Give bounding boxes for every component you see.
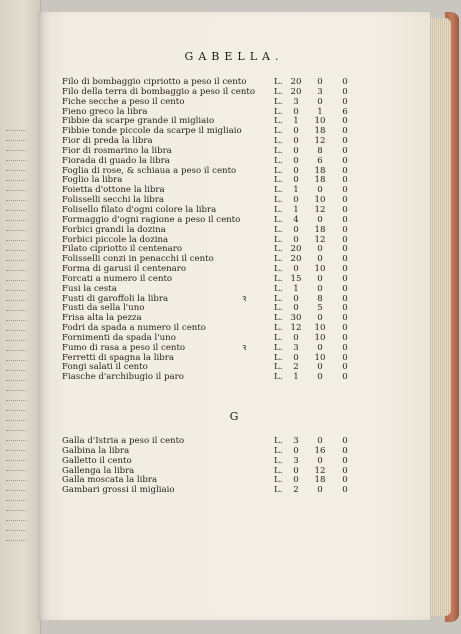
currency-mark: L. (274, 264, 283, 275)
currency-mark: L. (274, 313, 283, 324)
value-soldi: 18 (314, 224, 326, 235)
item-name: Foietta d'ottone la libra (62, 185, 165, 196)
value-denari: 0 (342, 372, 348, 383)
currency-mark: L. (274, 485, 283, 496)
item-name: Forbici grandi la dozina (62, 224, 166, 235)
value-lire: 3 (293, 436, 299, 446)
item-name: Fusi la cesta (62, 283, 117, 294)
facing-page-mark (6, 350, 26, 354)
item-name: Galla d'Istria a peso il cento (62, 436, 185, 446)
facing-page-mark (6, 500, 26, 504)
currency-mark: L. (274, 116, 283, 127)
value-lire: 1 (293, 185, 299, 196)
facing-page-mark (6, 160, 26, 164)
value-soldi: 3 (317, 86, 323, 97)
item-name: Fior di rosmarino la libra (62, 145, 172, 156)
item-name: Fiche secche a peso il cento (62, 96, 185, 107)
facing-page-mark (6, 210, 26, 214)
value-denari: 0 (342, 86, 348, 97)
value-lire: 12 (290, 323, 302, 334)
value-denari: 0 (342, 204, 348, 215)
section-letter: G (229, 410, 239, 423)
value-soldi: 6 (317, 155, 323, 166)
facing-page-mark (6, 470, 26, 474)
currency-mark: L. (274, 175, 283, 186)
tariff-row (62, 486, 422, 496)
value-soldi: 10 (314, 352, 326, 363)
item-name: Fusti da sella l'uno (62, 303, 145, 314)
item-name: Forcati a numero il cento (62, 273, 173, 284)
value-soldi: 10 (314, 116, 326, 127)
value-lire: 0 (293, 165, 299, 176)
page-header: GABELLA. (184, 50, 284, 63)
item-name: Ferretti di spagna la libra (62, 352, 175, 363)
value-lire: 1 (293, 283, 299, 294)
currency-mark: L. (274, 185, 283, 196)
item-name: Filato cipriotto il centenaro (62, 244, 182, 255)
value-soldi: 0 (317, 455, 323, 466)
facing-page-mark (6, 320, 26, 324)
item-name: Galbina la libra (62, 445, 130, 456)
value-denari: 0 (342, 264, 348, 275)
item-name: Fornimenti da spada l'uno (62, 332, 176, 343)
facing-page-mark (6, 180, 26, 184)
value-soldi: 5 (317, 303, 323, 314)
value-lire: 0 (293, 475, 299, 486)
currency-mark: L. (274, 214, 283, 225)
value-denari: 0 (342, 313, 348, 324)
value-lire: 20 (290, 254, 302, 265)
value-denari: 0 (342, 293, 348, 304)
value-denari: 0 (342, 185, 348, 196)
value-denari: 0 (342, 155, 348, 166)
facing-page-mark (6, 240, 26, 244)
value-soldi: 12 (314, 465, 326, 476)
value-denari: 0 (342, 136, 348, 147)
currency-mark: L. (274, 165, 283, 176)
value-lire: 3 (293, 342, 299, 353)
item-name: Formaggio d'ogni ragione a peso il cento (62, 214, 241, 225)
value-lire: 1 (293, 372, 299, 383)
value-soldi: 0 (317, 283, 323, 294)
facing-page-mark (6, 360, 26, 364)
facing-page-mark (6, 340, 26, 344)
value-denari: 0 (342, 362, 348, 373)
currency-mark: L. (274, 224, 283, 235)
value-denari: 0 (342, 436, 348, 446)
item-name: Gallenga la libra (62, 465, 135, 476)
value-soldi: 0 (317, 273, 323, 284)
currency-mark: L. (274, 86, 283, 97)
value-soldi: 18 (314, 126, 326, 137)
value-lire: 0 (293, 293, 299, 304)
item-name: Fior di preda la libra (62, 136, 153, 147)
item-name: Filo di bombaggio cipriotto a peso il cento (62, 77, 247, 87)
facing-page-mark (6, 380, 26, 384)
facing-page-mark (6, 260, 26, 264)
facing-page-mark (6, 200, 26, 204)
item-name: Filo della terra di bombaggio a peso il cento (62, 86, 256, 97)
item-name: Fiasche d'archibugio il paro (62, 372, 184, 383)
value-soldi: 0 (317, 485, 323, 496)
value-lire: 0 (293, 136, 299, 147)
item-name: Galletto il cento (62, 455, 132, 466)
facing-page-mark (6, 130, 26, 134)
facing-page-mark (6, 270, 26, 274)
value-soldi: 18 (314, 165, 326, 176)
currency-mark: L. (274, 283, 283, 294)
currency-mark: L. (274, 77, 283, 87)
value-denari: 0 (342, 165, 348, 176)
currency-mark: L. (274, 455, 283, 466)
value-lire: 1 (293, 116, 299, 127)
facing-page-mark (6, 150, 26, 154)
facing-page-mark (6, 440, 26, 444)
value-denari: 0 (342, 445, 348, 456)
tariff-list-f (62, 78, 422, 383)
item-name: Fumo di rasa a peso il cento (62, 342, 186, 353)
value-lire: 0 (293, 445, 299, 456)
value-lire: 0 (293, 303, 299, 314)
value-denari: 0 (342, 195, 348, 206)
book-page (38, 12, 430, 620)
value-soldi: 10 (314, 323, 326, 334)
currency-mark: L. (274, 96, 283, 107)
value-soldi: 12 (314, 204, 326, 215)
value-soldi: 10 (314, 332, 326, 343)
facing-page-mark (6, 330, 26, 334)
value-lire: 0 (293, 234, 299, 245)
value-lire: 0 (293, 332, 299, 343)
facing-page-mark (6, 250, 26, 254)
currency-mark: L. (274, 145, 283, 156)
facing-page-mark (6, 490, 26, 494)
value-lire: 4 (293, 214, 299, 225)
currency-mark: L. (274, 342, 283, 353)
currency-mark: L. (274, 234, 283, 245)
value-soldi: 0 (317, 372, 323, 383)
value-denari: 0 (342, 116, 348, 127)
value-soldi: 18 (314, 175, 326, 186)
value-lire: 0 (293, 106, 299, 117)
currency-mark: L. (274, 155, 283, 166)
facing-page-mark (6, 290, 26, 294)
value-denari: 0 (342, 77, 348, 87)
currency-mark: L. (274, 352, 283, 363)
value-soldi: 10 (314, 264, 326, 275)
item-name: Fiorada di guado la libra (62, 155, 170, 166)
value-soldi: 0 (317, 313, 323, 324)
value-denari: 0 (342, 323, 348, 334)
value-lire: 3 (293, 455, 299, 466)
value-soldi: 0 (317, 342, 323, 353)
currency-mark: L. (274, 254, 283, 265)
value-denari: 0 (342, 214, 348, 225)
currency-mark: L. (274, 244, 283, 255)
value-soldi: 8 (317, 293, 323, 304)
value-denari: 0 (342, 224, 348, 235)
facing-page-mark (6, 400, 26, 404)
value-lire: 0 (293, 224, 299, 235)
value-denari: 0 (342, 273, 348, 284)
item-name: Galla moscata la libra (62, 475, 158, 486)
item-name: Fodri da spada a numero il cento (62, 323, 206, 334)
currency-mark: L. (274, 362, 283, 373)
value-denari: 0 (342, 303, 348, 314)
value-soldi: 0 (317, 244, 323, 255)
currency-mark: L. (274, 136, 283, 147)
facing-page-mark (6, 430, 26, 434)
value-denari: 0 (342, 352, 348, 363)
facing-page-mark (6, 190, 26, 194)
value-lire: 15 (290, 273, 302, 284)
facing-page-mark (6, 220, 26, 224)
item-name: Fibbie da scarpe grande il migliaio (62, 116, 215, 127)
facing-page-mark (6, 460, 26, 464)
value-lire: 0 (293, 195, 299, 206)
value-lire: 1 (293, 204, 299, 215)
value-soldi: 12 (314, 136, 326, 147)
facing-page-mark (6, 520, 26, 524)
value-soldi: 18 (314, 475, 326, 486)
item-name: Gambari grossi il migliaio (62, 485, 175, 496)
item-name: Foglio la libra (62, 175, 123, 186)
currency-mark: L. (274, 195, 283, 206)
value-lire: 0 (293, 145, 299, 156)
facing-page-mark (6, 510, 26, 514)
facing-page-mark (6, 230, 26, 234)
item-name: Fongi salati il cento (62, 362, 148, 373)
item-name: Fusti di garoffoli la libra (62, 293, 169, 304)
currency-mark: L. (274, 303, 283, 314)
item-name: Frisa alta la pezza (62, 313, 142, 324)
value-lire: 2 (293, 362, 299, 373)
facing-page-mark (6, 310, 26, 314)
currency-mark: L. (274, 332, 283, 343)
item-name: Fieno greco la libra (62, 106, 148, 117)
item-name: Fibbie tonde piccole da scarpe il migliaio (62, 126, 242, 137)
value-denari: 0 (342, 342, 348, 353)
facing-page-mark (6, 410, 26, 414)
value-soldi: 0 (317, 96, 323, 107)
currency-mark: L. (274, 436, 283, 446)
value-lire: 0 (293, 126, 299, 137)
facing-page-mark (6, 420, 26, 424)
value-denari: 0 (342, 244, 348, 255)
value-denari: 0 (342, 254, 348, 265)
value-soldi: 0 (317, 362, 323, 373)
value-lire: 2 (293, 485, 299, 496)
value-soldi: 0 (317, 436, 323, 446)
item-name: Folisello filato d'ogni colore la libra (62, 204, 217, 215)
currency-mark: L. (274, 204, 283, 215)
facing-page-mark (6, 280, 26, 284)
currency-mark: L. (274, 475, 283, 486)
tariff-row (62, 373, 422, 383)
facing-page-mark (6, 170, 26, 174)
value-denari: 0 (342, 485, 348, 496)
value-denari: 6 (342, 106, 348, 117)
currency-mark: L. (274, 372, 283, 383)
margin-mark: ꝛ (242, 293, 247, 304)
facing-page-mark (6, 300, 26, 304)
facing-page-mark (6, 530, 26, 534)
value-denari: 0 (342, 234, 348, 245)
facing-page-mark (6, 140, 26, 144)
value-denari: 0 (342, 455, 348, 466)
value-soldi: 12 (314, 234, 326, 245)
item-name: Folisselli conzi in penacchi il cento (62, 254, 214, 265)
value-soldi: 16 (314, 445, 326, 456)
currency-mark: L. (274, 445, 283, 456)
item-name: Folisselli secchi la libra (62, 195, 165, 206)
currency-mark: L. (274, 323, 283, 334)
item-name: Forbici piccole la dozina (62, 234, 169, 245)
value-denari: 0 (342, 96, 348, 107)
value-lire: 30 (290, 313, 302, 324)
value-soldi: 0 (317, 254, 323, 265)
value-soldi: 10 (314, 195, 326, 206)
value-soldi: 8 (317, 145, 323, 156)
value-lire: 3 (293, 96, 299, 107)
facing-page-mark (6, 480, 26, 484)
value-lire: 20 (290, 86, 302, 97)
facing-page-edge (0, 0, 41, 634)
item-name: Forma di garusi il centenaro (62, 264, 187, 275)
facing-page-mark (6, 450, 26, 454)
value-lire: 20 (290, 244, 302, 255)
tariff-list-g (62, 437, 422, 496)
currency-mark: L. (274, 273, 283, 284)
value-denari: 0 (342, 475, 348, 486)
value-denari: 0 (342, 175, 348, 186)
value-soldi: 1 (317, 106, 323, 117)
value-lire: 0 (293, 264, 299, 275)
item-name: Foglia di rose, & schiaua a peso il cento (62, 165, 237, 176)
value-denari: 0 (342, 283, 348, 294)
value-denari: 0 (342, 332, 348, 343)
facing-page-mark (6, 540, 26, 544)
value-soldi: 0 (317, 185, 323, 196)
facing-page-mark (6, 390, 26, 394)
currency-mark: L. (274, 126, 283, 137)
value-lire: 20 (290, 77, 302, 87)
value-soldi: 0 (317, 77, 323, 87)
value-lire: 0 (293, 155, 299, 166)
value-lire: 0 (293, 175, 299, 186)
value-lire: 0 (293, 352, 299, 363)
currency-mark: L. (274, 465, 283, 476)
value-denari: 0 (342, 126, 348, 137)
value-soldi: 0 (317, 214, 323, 225)
value-denari: 0 (342, 465, 348, 476)
value-lire: 0 (293, 465, 299, 476)
value-denari: 0 (342, 145, 348, 156)
currency-mark: L. (274, 293, 283, 304)
margin-mark: ꝛ (242, 342, 247, 353)
facing-page-mark (6, 370, 26, 374)
currency-mark: L. (274, 106, 283, 117)
